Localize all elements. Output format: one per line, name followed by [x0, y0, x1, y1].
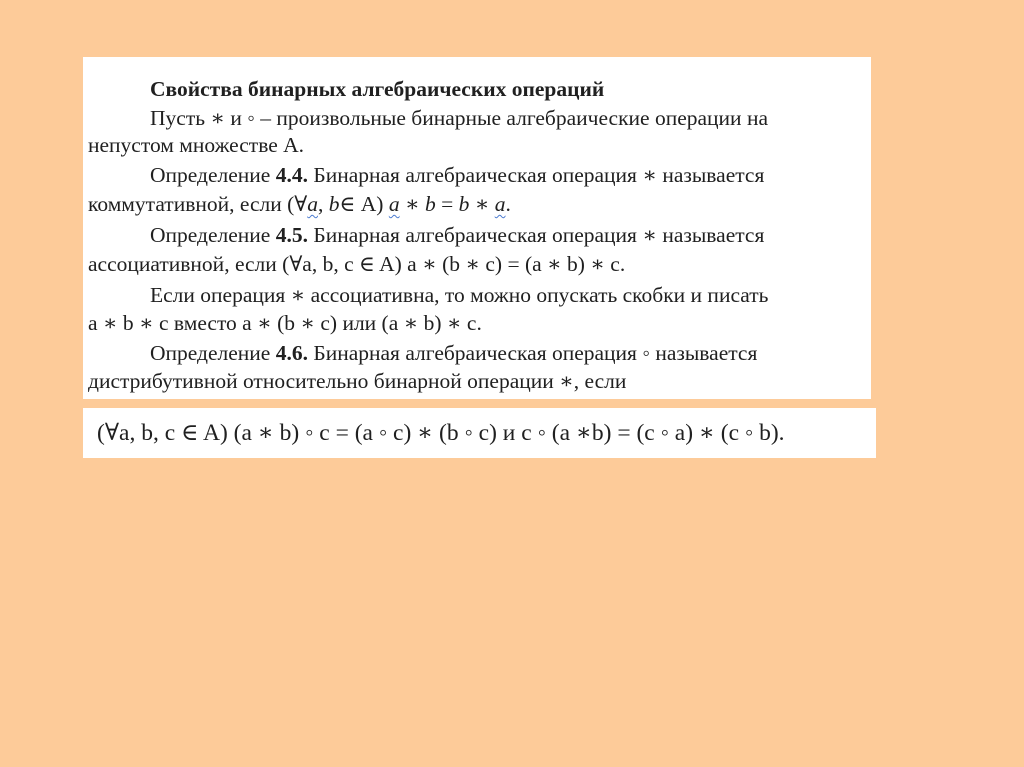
definition-lead: Определение [150, 341, 276, 365]
definition-number: 4.4. [275, 163, 308, 187]
intro-line-2: непустом множестве А. [88, 133, 305, 157]
definition-text: Бинарная алгебраическая операция ◦ называется [307, 341, 758, 365]
definition-text: Бинарная алгебраическая операция ∗ называется [307, 163, 765, 187]
definition-number: 4.5. [275, 223, 308, 247]
math-var: a [388, 192, 400, 216]
page-title: Свойства бинарных алгебраических операций [150, 77, 605, 101]
intro-line-1: Пусть ∗ и ◦ – произвольные бинарные алгебраические операции на [150, 106, 768, 130]
math-var: a [307, 192, 318, 216]
definition-text: Бинарная алгебраическая операция ∗ называется [307, 223, 765, 247]
math-op: ∗ [469, 192, 495, 216]
definition-number: 4.6. [275, 341, 308, 365]
distributivity-formula: (∀a, b, c ∈ A) (a ∗ b) ◦ c = (a ◦ c) ∗ (b ◦ c) и c ◦ (a ∗b) = (c ◦ a) ∗ (c ◦ b). [97, 420, 785, 446]
definition-4-4-line-1 [150, 162, 764, 188]
math-set: ∈ А) [339, 192, 389, 216]
definition-4-5-line-2: ассоциативной, если (∀a, b, c ∈ A) a ∗ (b ∗ c) = (a ∗ b) ∗ c. [88, 252, 626, 276]
definition-text: коммутативной, если (∀ [88, 192, 308, 216]
definition-4-6-line-2: дистрибутивной относительно бинарной операции ∗, если [88, 369, 627, 393]
definition-lead: Определение [150, 223, 276, 247]
associativity-note-line-1: Если операция ∗ ассоциативна, то можно опускать скобки и писать [150, 283, 769, 307]
math-var: a [494, 192, 506, 216]
definition-4-4-line-2 [88, 191, 511, 217]
math-end: . [505, 192, 511, 216]
definition-lead: Определение [150, 163, 276, 187]
math-op: ∗ [399, 192, 425, 216]
associativity-note-line-2: a ∗ b ∗ c вместо a ∗ (b ∗ c) или (a ∗ b) ∗ c. [88, 311, 482, 335]
math-var: b [458, 192, 470, 216]
definition-4-5-line-1 [150, 222, 764, 248]
definition-4-6-line-1 [150, 340, 757, 366]
math-var: b [424, 192, 436, 216]
math-op: = [435, 192, 459, 216]
math-sep: , [317, 192, 329, 216]
math-var: b [328, 192, 340, 216]
